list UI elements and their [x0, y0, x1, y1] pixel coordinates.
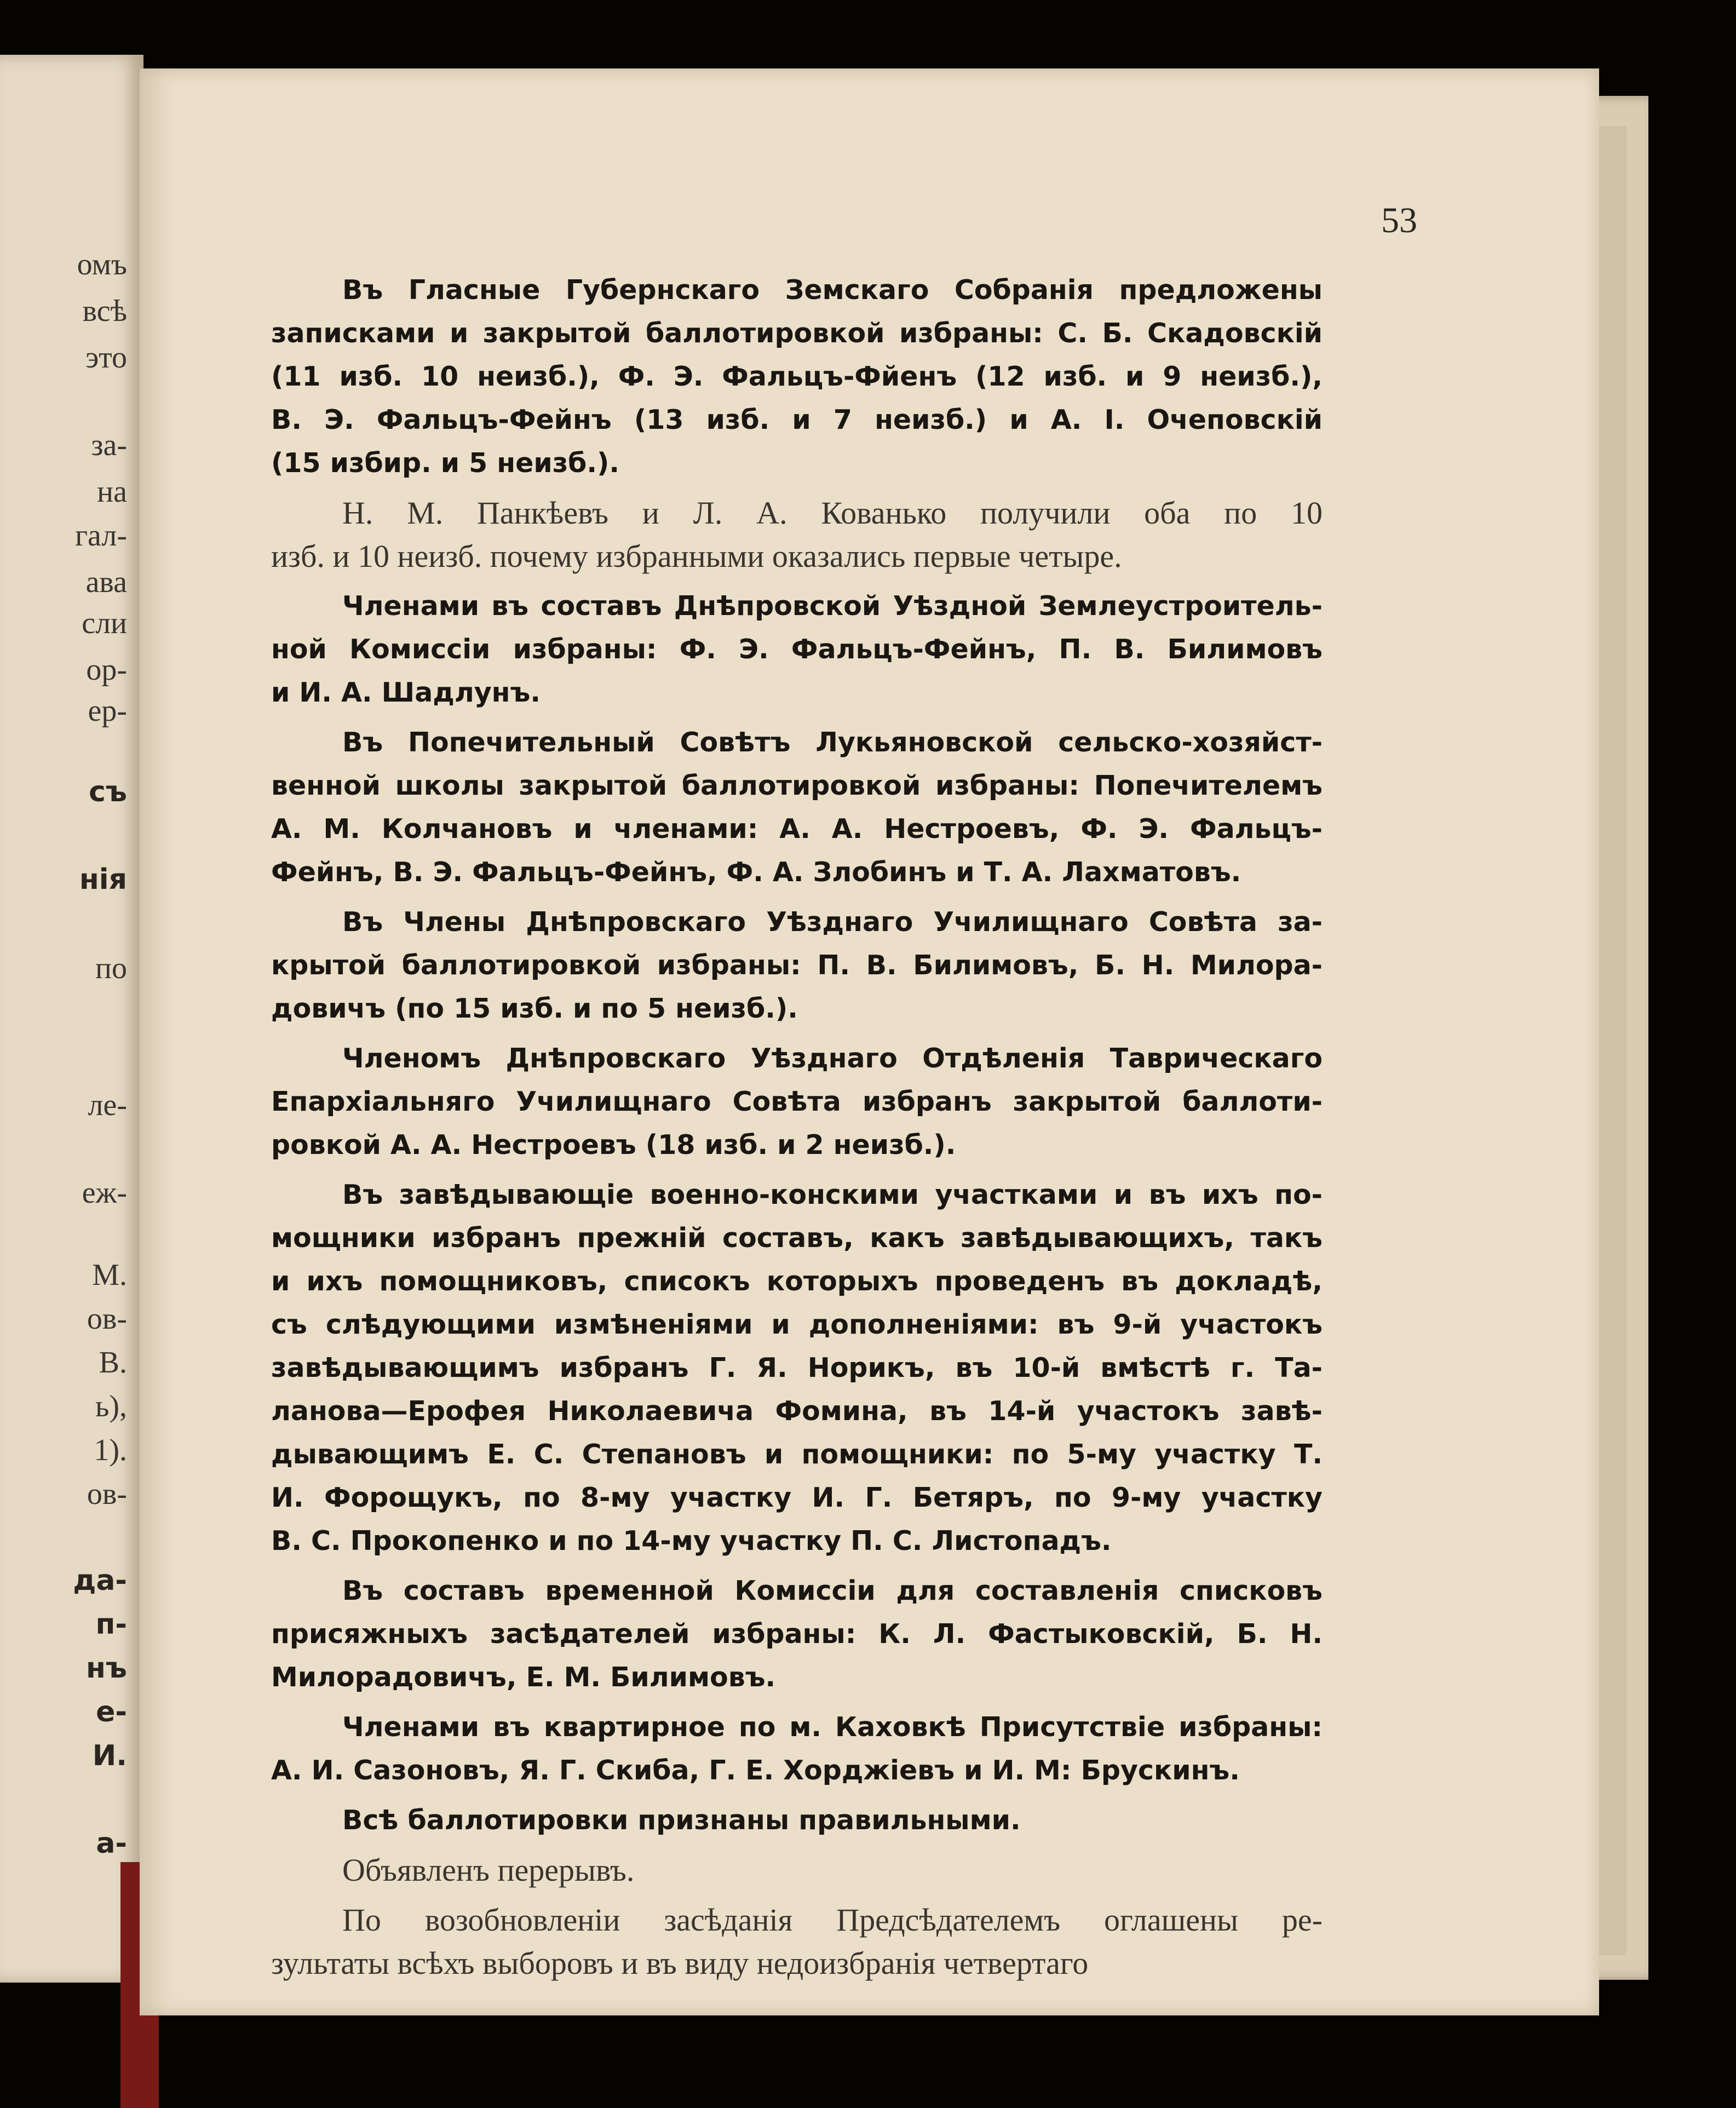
- text-line: В. С. Прокопенко и по 14-му участку П. С. Листопадъ.: [271, 1525, 1112, 1556]
- text-line: (15 избир. и 5 неизб.).: [271, 447, 620, 479]
- text-line: А. М. Колчановъ и членами: А. А. Нестроевъ, Ф. Э. Фальцъ-: [271, 813, 1323, 845]
- previous-page-fragment: ов-: [87, 1477, 127, 1511]
- paragraph: [271, 721, 1323, 894]
- previous-page-fragment: а-: [96, 1827, 127, 1860]
- previous-page-fragment: сли: [82, 606, 127, 640]
- text-line: Всѣ баллотировки признаны правильными.: [342, 1805, 1021, 1836]
- text-line: ной Комиссіи избраны: Ф. Э. Фальцъ-Фейнъ, П. В. Билимовъ: [271, 634, 1323, 665]
- text-line: В. Э. Фальцъ-Фейнъ (13 изб. и 7 неизб.) и А. І. Очеповскій: [271, 404, 1323, 435]
- paragraph: [271, 1173, 1323, 1563]
- previous-page-fragment: всѣ: [82, 294, 127, 328]
- previous-page-fragment: ь),: [95, 1389, 127, 1423]
- paragraph: [271, 584, 1323, 714]
- previous-page: [0, 55, 143, 1983]
- previous-page-fragment: 1).: [94, 1433, 127, 1467]
- text-line: (11 изб. 10 неизб.), Ф. Э. Фальцъ-Фйенъ (12 изб. и 9 неизб.),: [271, 361, 1323, 392]
- text-line: Членомъ Днѣпровскаго Уѣзднаго Отдѣленія Таврическаго: [342, 1043, 1323, 1074]
- previous-page-fragment: гал-: [75, 519, 127, 553]
- text-line: съ слѣдующими измѣненіями и дополненіями: въ 9-й участокъ: [271, 1309, 1323, 1340]
- paragraph: [271, 268, 1323, 485]
- text-line: Фейнъ, В. Э. Фальцъ-Фейнъ, Ф. А. Злобинъ и Т. А. Лахматовъ.: [271, 857, 1241, 888]
- previous-page-fragment: М.: [92, 1258, 127, 1292]
- text-line: Членами въ квартирное по м. Каховкѣ Присутствіе избраны:: [342, 1711, 1323, 1743]
- previous-page-fragment: омъ: [77, 248, 127, 282]
- text-line: изб. и 10 неизб. почему избранными оказались первые четыре.: [271, 538, 1122, 574]
- previous-page-fragment: нъ: [85, 1652, 127, 1685]
- page-number: 53: [1381, 200, 1417, 240]
- previous-page-fragment: ле-: [88, 1088, 127, 1122]
- previous-page-fragment: съ: [89, 776, 127, 808]
- previous-page-fragment: на: [97, 475, 127, 509]
- paragraph: [271, 491, 1323, 578]
- paragraph: [271, 1569, 1323, 1699]
- text-line: записками и закрытой баллотировкой избраны: С. Б. Скадовскій: [271, 318, 1323, 349]
- text-line: крытой баллотировкой избраны: П. В. Билимовъ, Б. Н. Милора-: [271, 950, 1323, 981]
- previous-page-fragment: это: [85, 341, 127, 375]
- text-line: Н. М. Панкѣевъ и Л. А. Кованько получили оба по 10: [342, 495, 1323, 531]
- text-line: присяжныхъ засѣдателей избраны: К. Л. Фастыковскій, Б. Н.: [271, 1618, 1323, 1650]
- text-line: А. И. Сазоновъ, Я. Г. Скиба, Г. Е. Хорджіевъ и И. М: Брускинъ.: [271, 1755, 1240, 1786]
- text-line: Объявленъ перерывъ.: [342, 1852, 635, 1888]
- text-line: ровкой А. А. Нестроевъ (18 изб. и 2 неизб.).: [271, 1129, 956, 1161]
- text-line: Милорадовичъ, Е. М. Билимовъ.: [271, 1662, 776, 1693]
- text-line: Въ составъ временной Комиссіи для составленія списковъ: [342, 1575, 1323, 1606]
- paragraph: [271, 1848, 1323, 1892]
- text-line: и И. А. Шадлунъ.: [271, 677, 541, 708]
- previous-page-fragment: ава: [85, 565, 127, 599]
- text-line: завѣдывающимъ избранъ Г. Я. Норикъ, въ 10-й вмѣстѣ г. Та-: [271, 1352, 1323, 1383]
- previous-page-fragment: ов-: [87, 1302, 127, 1336]
- text-line: довичъ (по 15 изб. и по 5 неизб.).: [271, 993, 798, 1024]
- text-line: Въ Гласные Губернскаго Земскаго Собранія предложены: [342, 274, 1323, 306]
- previous-page-fragment: е-: [96, 1696, 127, 1728]
- previous-page-fragment: еж-: [82, 1176, 127, 1210]
- text-line: ланова—Ерофея Николаевича Фомина, въ 14-й участокъ завѣ-: [271, 1395, 1323, 1427]
- previous-page-fragment: В.: [99, 1346, 127, 1380]
- previous-page-fragment: п-: [95, 1608, 127, 1641]
- previous-page-fragment: ер-: [88, 694, 127, 728]
- previous-page-fragment: нія: [79, 863, 127, 896]
- paragraph: [271, 1898, 1323, 1985]
- text-line: венной школы закрытой баллотировкой избраны: Попечителемъ: [271, 770, 1323, 801]
- previous-page-fragment: по: [95, 951, 127, 985]
- text-line: Членами въ составъ Днѣпровской Уѣздной Землеустроитель-: [342, 590, 1323, 622]
- text-line: Въ Попечительный Совѣтъ Лукьяновской сельско-хозяйст-: [342, 727, 1323, 758]
- text-line: и ихъ помощниковъ, списокъ которыхъ проведенъ въ докладѣ,: [271, 1266, 1323, 1297]
- text-line: дывающимъ Е. С. Степановъ и помощники: по 5-му участку Т.: [271, 1439, 1323, 1470]
- text-line: И. Форощукъ, по 8-му участку И. Г. Бетяръ, по 9-му участку: [271, 1482, 1323, 1513]
- text-line: Въ завѣдывающіе военно-конскими участками и въ ихъ по-: [342, 1179, 1323, 1210]
- paragraph: [271, 900, 1323, 1030]
- previous-page-fragment: ор-: [86, 653, 127, 687]
- page-body-text: [271, 268, 1323, 1991]
- previous-page-fragment: за-: [91, 428, 127, 462]
- text-line: Епархіальняго Училищнаго Совѣта избранъ закрытой баллоти-: [271, 1086, 1323, 1117]
- previous-page-fragment: да-: [73, 1564, 127, 1597]
- previous-page-text-fragments: [0, 55, 143, 1983]
- paragraph: [271, 1799, 1323, 1842]
- text-line: зультаты всѣхъ выборовъ и въ виду недоизбранія четвертаго: [271, 1945, 1089, 1981]
- text-line: мощники избранъ прежній составъ, какъ завѣдывающихъ, такъ: [271, 1222, 1323, 1254]
- text-line: Въ Члены Днѣпровскаго Уѣзднаго Училищнаго Совѣта за-: [342, 906, 1323, 938]
- paragraph: [271, 1705, 1323, 1792]
- text-line: По возобновленіи засѣданія Предсѣдателемъ оглашены ре-: [342, 1902, 1323, 1938]
- paragraph: [271, 1037, 1323, 1167]
- previous-page-fragment: И.: [92, 1739, 127, 1772]
